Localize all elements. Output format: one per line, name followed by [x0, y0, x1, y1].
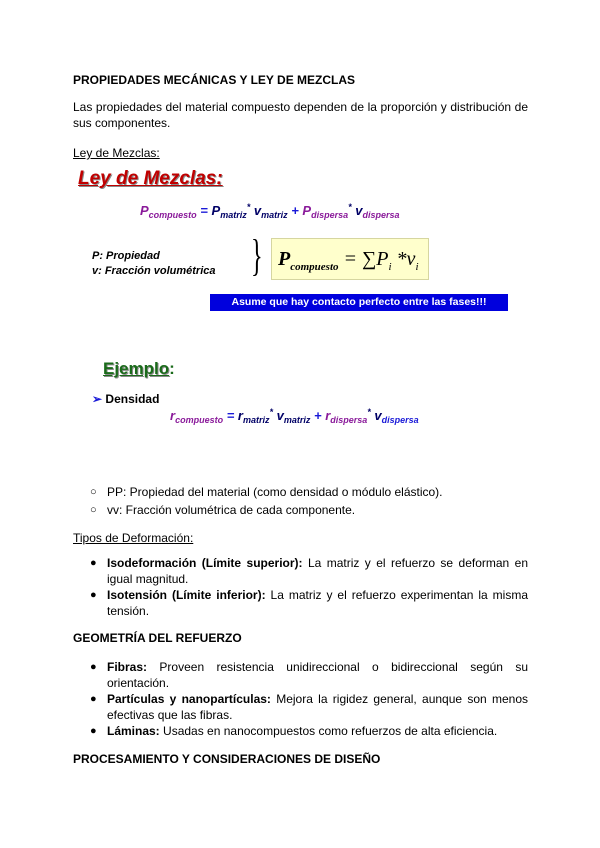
bullet-icon: ●	[90, 693, 97, 705]
list-item: ● Fibras: Proveen resistencia unidireccional o bidireccional según su orientación.	[90, 660, 528, 690]
densidad-item: ➢ Densidad	[92, 392, 160, 406]
bullet-icon: ●	[90, 557, 97, 569]
procesamiento-heading: PROCESAMIENTO Y CONSIDERACIONES DE DISEÑO	[73, 752, 381, 766]
list-item: ● Partículas y nanopartículas: Mejora la rigidez general, aunque son menos efectivas que las fibras.	[90, 692, 528, 722]
legend-fraction: v: Fracción volumétrica	[92, 265, 216, 277]
bullet-open-icon: ○	[90, 486, 97, 498]
bullet-icon: ●	[90, 589, 97, 601]
bullet-icon: ●	[90, 661, 97, 673]
eq-p-matriz: $P_{matriz}^*$ $v_{matriz}$	[211, 202, 288, 220]
definitions-list	[73, 484, 528, 518]
legend-property: P: Propiedad	[92, 250, 160, 262]
contact-banner: Asume que hay contacto perfecto entre las fases!!!	[210, 294, 508, 311]
eq-p-dispersa: $P_{dispersa}$	[302, 203, 349, 220]
tipos-heading: Tipos de Deformación:	[73, 531, 194, 545]
sum-formula-box: $P_{compuesto} = \sum P_i$ $*v_i$	[271, 238, 429, 280]
geometria-list	[73, 659, 528, 739]
eq-p-compuesto: $P_{compuesto}$	[140, 203, 197, 220]
list-item: ○ vv: Fracción volumétrica de cada componente.	[90, 503, 356, 517]
list-item: ● Láminas: Usadas en nanocompuestos como refuerzos de alta eficiencia.	[90, 724, 498, 738]
figure-title: Ley de Mezclas:	[78, 168, 223, 189]
density-equation: $r_{compuesto} = r_{matriz}^*$ $v_{matriz} + r_{dispersa}^*$ $v_{dispersa}$	[170, 407, 419, 425]
arrow-icon: ➢	[92, 392, 103, 406]
list-item: ○ PP: Propiedad del material (como densidad o módulo elástico).	[90, 485, 443, 499]
ejemplo-heading: Ejemplo:	[103, 359, 175, 378]
tipos-list	[73, 555, 528, 619]
bullet-icon: ●	[90, 725, 97, 737]
bullet-open-icon: ○	[90, 504, 97, 516]
geometria-heading: GEOMETRÍA DEL REFUERZO	[73, 631, 242, 645]
mixture-equation: $P_{compuesto} = P_{matriz}^*$ $v_{matriz} + P_{dispersa}^*$ $v_{dispersa}$	[140, 202, 400, 220]
page-title: PROPIEDADES MECÁNICAS Y LEY DE MEZCLAS	[73, 73, 356, 87]
list-item: ● Isodeformación (Límite superior): La matriz y el refuerzo se deforman en igual magnitud.	[90, 556, 528, 586]
intro-paragraph: Las propiedades del material compuesto dependen de la proporción y distribución de sus componentes.	[73, 100, 528, 130]
ley-heading: Ley de Mezclas:	[73, 146, 160, 160]
list-item: ● Isotensión (Límite inferior): La matriz y el refuerzo experimentan la misma tensión.	[90, 588, 528, 618]
brace-symbol: }	[251, 231, 263, 280]
